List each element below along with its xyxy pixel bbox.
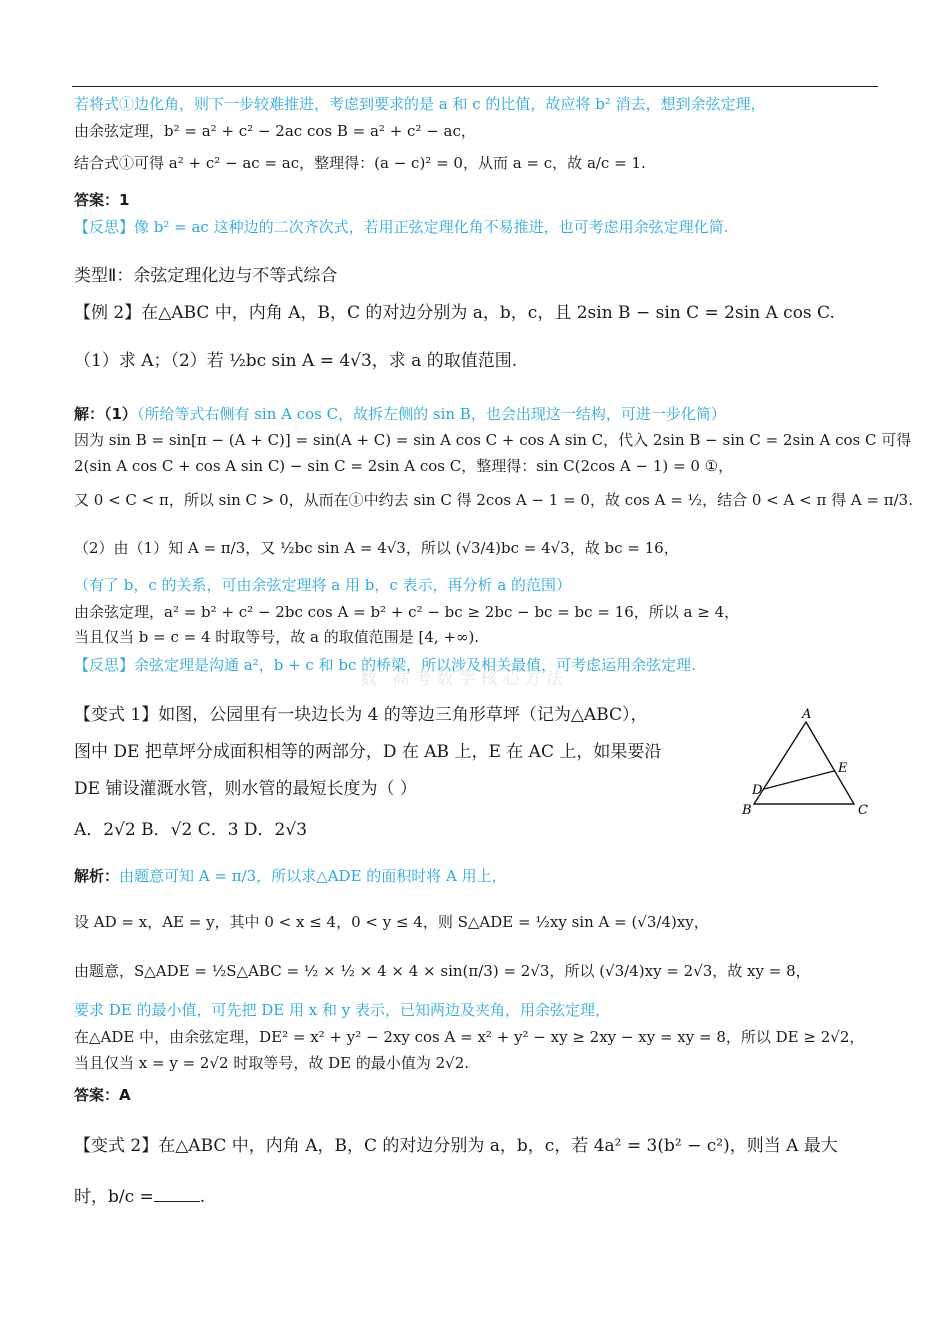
variant-1-stem: 图中 DE 把草坪分成面积相等的两部分，D 在 AB 上，E 在 AC 上，如果要沿 <box>74 742 662 762</box>
label-b: B <box>742 803 752 818</box>
variant-1-stem: 【变式 1】如图，公园里有一块边长为 4 的等边三角形草坪（记为△ABC）， <box>74 705 648 725</box>
top-rule <box>72 86 878 87</box>
text-line: 设 AD = x，AE = y，其中 0 < x ≤ 4，0 < y ≤ 4，则 S△ADE = ½xy sin A = (√3/4)xy， <box>74 913 709 931</box>
text-line: 当且仅当 b = c = 4 时取等号，故 a 的取值范围是 [4, +∞). <box>74 628 480 646</box>
reflection: 【反思】余弦定理是沟通 a²，b + c 和 bc 的桥梁，所以涉及相关最值，可考虑运用余弦定理. <box>74 656 696 674</box>
label-e: E <box>838 761 848 776</box>
analysis-hint: 由题意可知 A = π/3，所以求△ADE 的面积时将 A 用上， <box>119 867 507 885</box>
example-2-stem: 【例 2】在△ABC 中，内角 A，B，C 的对边分别为 a，b，c，且 2sin B − sin C = 2sin A cos C. <box>74 303 835 323</box>
text-line: 当且仅当 x = y = 2√2 时取等号，故 DE 的最小值为 2√2. <box>74 1054 470 1072</box>
section-heading: 类型Ⅱ：余弦定理化边与不等式综合 <box>74 266 338 286</box>
text-line: 又 0 < C < π，所以 sin C > 0，从而在①中约去 sin C 得 2cos A − 1 = 0，故 cos A = ½，结合 0 < A < π 得 A = π/3. <box>74 491 913 509</box>
analysis-label: 解析： <box>74 867 120 885</box>
example-2-questions: （1）求 A；（2）若 ½bc sin A = 4√3，求 a 的取值范围. <box>74 351 518 371</box>
variant-2-text: 时，b/c = <box>74 1187 154 1207</box>
text-line: 2(sin A cos C + cos A sin C) − sin C = 2sin A cos C，整理得：sin C(2cos A − 1) = 0 ①， <box>74 457 734 475</box>
variant-1-stem: DE 铺设灌溉水管，则水管的最短长度为（ ） <box>74 779 417 799</box>
label-d: D <box>752 783 763 798</box>
answer-blank <box>154 1187 200 1202</box>
solution-hint: （所给等式右侧有 sin A cos C，故拆左侧的 sin B，也会出现这一结构，可进一步化简） <box>136 405 726 423</box>
hint-line: 要求 DE 的最小值，可先把 DE 用 x 和 y 表示，已知两边及夹角，用余弦定理， <box>74 1001 611 1019</box>
segment-de <box>764 771 834 789</box>
reflection: 【反思】像 b² = ac 这种边的二次齐次式，若用正弦定理化角不易推进，也可考虑用余弦定理化简. <box>74 218 729 236</box>
solution-label: 解：（1） <box>74 405 137 423</box>
hint-line: （有了 b，c 的关系，可由余弦定理将 a 用 b，c 表示，再分析 a 的范围） <box>74 576 572 594</box>
text-line: 由余弦定理，b² = a² + c² − 2ac cos B = a² + c² − ac， <box>74 122 476 140</box>
variant-2-stem: 【变式 2】在△ABC 中，内角 A，B，C 的对边分别为 a，b，c，若 4a² = 3(b² − c²)，则当 A 最大 <box>74 1136 838 1156</box>
label-c: C <box>858 803 868 818</box>
text-line: （2）由（1）知 A = π/3，又 ½bc sin A = 4√3，所以 (√3/4)bc = 4√3，故 bc = 16， <box>74 539 679 557</box>
text-line: 结合式①可得 a² + c² − ac = ac，整理得：(a − c)² = 0，从而 a = c，故 a/c = 1. <box>74 154 646 172</box>
period: . <box>199 1187 206 1207</box>
watermark: 数 高考数学核心方法 <box>360 669 569 689</box>
text-line: 由余弦定理，a² = b² + c² − 2bc cos A = b² + c² − bc ≥ 2bc − bc = bc = 16，所以 a ≥ 4， <box>74 603 740 621</box>
text-line: 在△ADE 中，由余弦定理，DE² = x² + y² − 2xy cos A = x² + y² − xy ≥ 2xy − xy = xy = 8，所以 DE ≥ 2√2， <box>74 1028 865 1046</box>
analysis-line <box>74 866 507 886</box>
text-line: 若将式①边化角，则下一步较难推进，考虑到要求的是 a 和 c 的比值，故应将 b² 消去，想到余弦定理， <box>74 95 766 113</box>
text-line: 因为 sin B = sin[π − (A + C)] = sin(A + C) = sin A cos C + cos A sin C，代入 2sin B − sin C = 2sin A cos C 可得 <box>74 431 912 449</box>
solution-line <box>74 404 726 424</box>
answer-label: 答案：A <box>74 1086 131 1104</box>
variant-2-stem-end <box>74 1187 205 1207</box>
answer-label: 答案：1 <box>74 191 130 209</box>
label-a: A <box>802 707 812 722</box>
triangle-figure <box>736 704 876 820</box>
variant-1-options: A．2√2 B．√2 C．3 D．2√3 <box>74 820 308 840</box>
text-line: 由题意，S△ADE = ½S△ABC = ½ × ½ × 4 × 4 × sin(π/3) = 2√3，所以 (√3/4)xy = 2√3，故 xy = 8， <box>74 962 811 980</box>
